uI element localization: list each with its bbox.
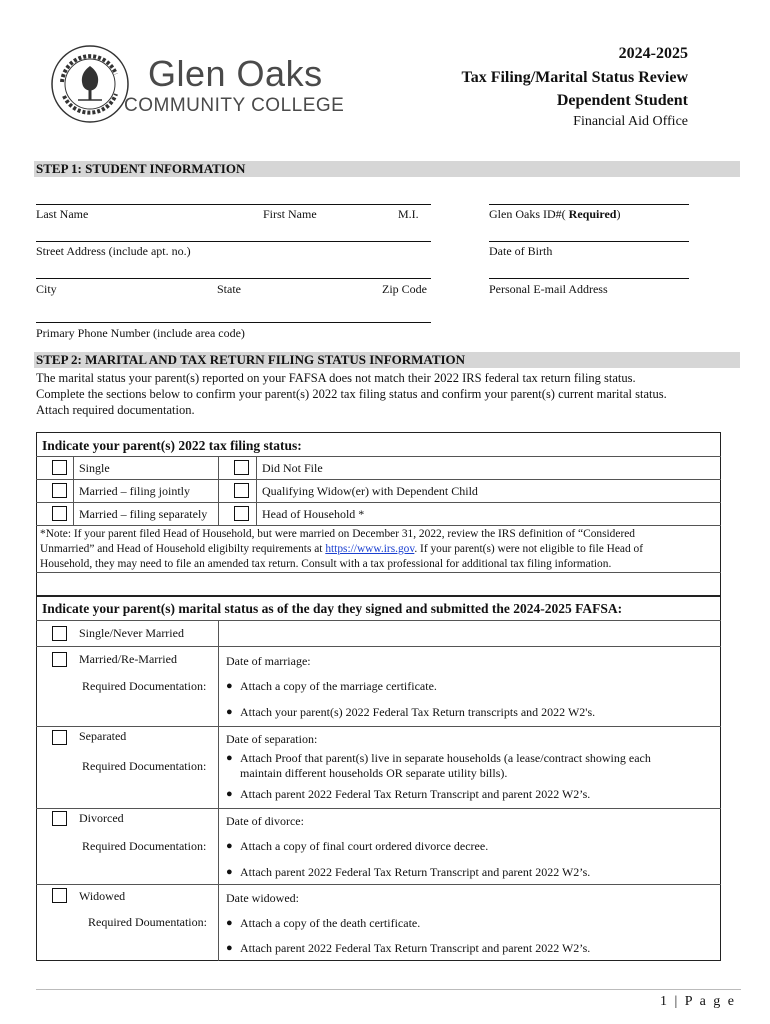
dob-label: Date of Birth <box>489 244 553 258</box>
widowed-label: Widowed <box>79 889 126 903</box>
divider <box>256 456 257 525</box>
student-id-label: Glen Oaks ID#( Required) <box>489 207 621 221</box>
separated-bullet-2: ● Attach parent 2022 Federal Tax Return Transcript and parent 2022 W2’s. <box>226 787 591 801</box>
form-subtitle: Dependent Student <box>556 92 688 109</box>
married-req-doc-label: Required Documentation: <box>82 679 207 693</box>
did-not-file-checkbox[interactable] <box>234 460 249 475</box>
widowed-checkbox[interactable] <box>52 888 67 903</box>
name-line[interactable] <box>36 204 431 205</box>
date-of-separation-label: Date of separation: <box>226 732 318 746</box>
state-label: State <box>217 282 241 296</box>
irs-link[interactable]: https://www.irs.gov <box>325 543 415 555</box>
married-jointly-checkbox[interactable] <box>52 483 67 498</box>
married-separately-label: Married – filing separately <box>79 507 208 521</box>
single-checkbox[interactable] <box>52 460 67 475</box>
step2-title: STEP 2: MARITAL AND TAX RETURN FILING STATUS INFORMATION <box>36 352 466 367</box>
married-checkbox[interactable] <box>52 652 67 667</box>
brand-name: Glen Oaks <box>148 53 323 94</box>
divider <box>36 808 721 809</box>
widowed-bullet-2: ● Attach parent 2022 Federal Tax Return Transcript and parent 2022 W2’s. <box>226 941 591 955</box>
brand-subtitle: COMMUNITY COLLEGE <box>124 95 345 116</box>
divider <box>36 502 721 503</box>
single-never-married-label: Single/Never Married <box>79 626 184 640</box>
divider <box>36 479 721 480</box>
step2-intro-line1: The marital status your parent(s) reported on your FAFSA does not match their 2022 IRS federal tax return filing status. <box>36 371 636 385</box>
married-jointly-label: Married – filing jointly <box>79 484 190 498</box>
married-bullet-1: ● Attach a copy of the marriage certificate. <box>226 679 437 693</box>
street-label: Street Address (include apt. no.) <box>36 244 191 258</box>
divider <box>73 456 74 525</box>
divider <box>36 726 721 727</box>
widowed-bullet-1: ● Attach a copy of the death certificate. <box>226 916 421 930</box>
tax-note-line3: Household, they may need to file an amended tax return. Consult with a tax professional for additional tax filing information. <box>40 558 612 570</box>
college-seal-logo <box>50 44 130 124</box>
divider <box>218 620 219 961</box>
street-line[interactable] <box>36 241 431 242</box>
head-of-household-label: Head of Household * <box>262 507 365 521</box>
did-not-file-label: Did Not File <box>262 461 323 475</box>
student-id-line[interactable] <box>489 204 689 205</box>
city-label: City <box>36 282 57 296</box>
divider <box>36 884 721 885</box>
divider <box>36 646 721 647</box>
email-label: Personal E-mail Address <box>489 282 608 296</box>
divorced-label: Divorced <box>79 811 124 825</box>
step1-title: STEP 1: STUDENT INFORMATION <box>36 161 246 176</box>
qualifying-widow-checkbox[interactable] <box>234 483 249 498</box>
qualifying-widow-label: Qualifying Widow(er) with Dependent Child <box>262 484 478 498</box>
separated-bullet-1: ● Attach Proof that parent(s) live in separate households (a lease/contract showing each maintain different households OR separate utility bills). <box>226 751 651 780</box>
step2-intro-line3: Attach required documentation. <box>36 403 195 417</box>
separated-checkbox[interactable] <box>52 730 67 745</box>
widowed-req-doc-label: Required Doumentation: <box>88 915 207 929</box>
zip-label: Zip Code <box>382 282 427 296</box>
married-label: Married/Re-Married <box>79 652 177 666</box>
single-never-married-checkbox[interactable] <box>52 626 67 641</box>
last-name-label: Last Name <box>36 207 89 221</box>
form-years: 2024-2025 <box>618 45 688 62</box>
married-bullet-2: ● Attach your parent(s) 2022 Federal Tax Return transcripts and 2022 W2's. <box>226 705 596 719</box>
form-title: Tax Filing/Marital Status Review <box>461 69 688 86</box>
tax-note-line1: *Note: If your parent filed Head of Household, but were married on December 31, 2022, review the IRS definition of “Considered <box>40 528 635 540</box>
phone-line[interactable] <box>36 322 431 323</box>
step2-intro-line2: Complete the sections below to confirm your parent(s) 2022 tax filing status and confirm your parent(s) current marital status. <box>36 387 667 401</box>
divorced-bullet-2: ● Attach parent 2022 Federal Tax Return Transcript and parent 2022 W2’s. <box>226 865 591 879</box>
footer-rule <box>36 989 741 990</box>
page-number: 1 | P a g e <box>660 994 736 1009</box>
date-widowed-label: Date widowed: <box>226 891 299 905</box>
marital-heading: Indicate your parent(s) marital status as of the day they signed and submitted the 2024-2025 FAFSA: <box>42 601 623 616</box>
date-of-divorce-label: Date of divorce: <box>226 814 304 828</box>
divorced-bullet-1: ● Attach a copy of final court ordered divorce decree. <box>226 839 489 853</box>
email-line[interactable] <box>489 278 689 279</box>
tax-filing-heading: Indicate your parent(s) 2022 tax filing status: <box>42 438 302 453</box>
separated-label: Separated <box>79 729 127 743</box>
city-line[interactable] <box>36 278 431 279</box>
first-name-label: First Name <box>263 207 317 221</box>
head-of-household-checkbox[interactable] <box>234 506 249 521</box>
divider <box>36 456 721 457</box>
mi-label: M.I. <box>398 207 419 221</box>
office-name: Financial Aid Office <box>573 114 688 129</box>
divider <box>36 525 721 526</box>
date-of-marriage-label: Date of marriage: <box>226 654 311 668</box>
tax-note-line2: Unmarried” and Head of Household eligibilty requirements at https://www.irs.gov. If your parent(s) were not eligible to file Head of <box>40 543 644 555</box>
divorced-req-doc-label: Required Documentation: <box>82 839 207 853</box>
married-separately-checkbox[interactable] <box>52 506 67 521</box>
divider <box>36 620 721 621</box>
divorced-checkbox[interactable] <box>52 811 67 826</box>
phone-label: Primary Phone Number (include area code) <box>36 326 245 340</box>
separated-req-doc-label: Required Documentation: <box>82 759 207 773</box>
dob-line[interactable] <box>489 241 689 242</box>
single-option-label: Single <box>79 461 110 475</box>
divider <box>218 456 219 525</box>
